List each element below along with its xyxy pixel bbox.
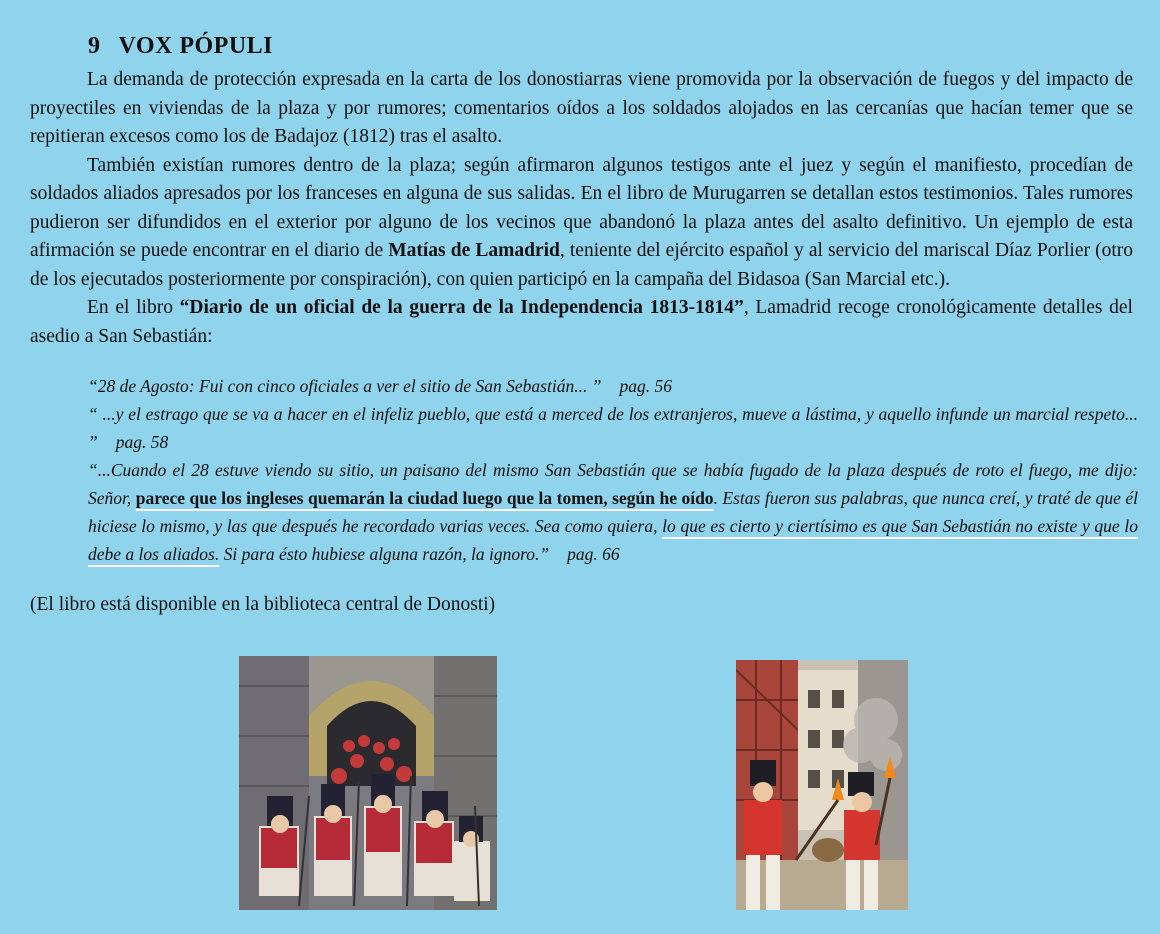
book-title: “Diario de un oficial de la guerra de la Independencia 1813-1814” bbox=[179, 297, 744, 318]
quote-2-page: pag. 58 bbox=[115, 432, 169, 452]
soldiers-gate-drawing bbox=[239, 656, 497, 910]
paragraph-3 bbox=[30, 294, 1133, 351]
soldiers-gate-illustration bbox=[239, 656, 497, 910]
soldiers-torches-drawing bbox=[736, 660, 908, 910]
quote-3 bbox=[88, 456, 1138, 568]
section-heading bbox=[88, 33, 273, 60]
paragraph-3-text-b: , Lamadrid recoge cronológicamente detalles del asedio a San Sebastián: bbox=[30, 297, 1133, 347]
paragraph-2-text-b: , teniente del ejército español y al servicio del mariscal Díaz Porlier (otro de los ejecutados posteriormente por conspiración), con quien participó en la campaña del Bidasoa (San Marcial etc.). bbox=[30, 240, 1134, 290]
paragraph-1: La demanda de protección expresada en la carta de los donostiarras viene promovida por la observación de fuegos y del impacto de proyectiles en viviendas de la plaza y por rumores; comentarios oídos a los soldados alojados en las cercanías que hacían temer que se repitieran excesos como los de Badajoz (1812) tras el asalto. bbox=[30, 69, 1133, 147]
quote-3-underlined: lo que es cierto y ciertísimo es que San Sebastián no existe y que lo debe a los aliados. bbox=[88, 516, 1139, 564]
quotes-block bbox=[88, 372, 1138, 568]
body-text bbox=[30, 66, 1133, 351]
paragraph-2-text-a: También existían rumores dentro de la plaza; según afirmaron algunos testigos ante el juez y según el manifiesto, procedían de soldados aliados apresados por los franceses en alguna de sus salidas. En el libro de Murugarren se detallan estos testimonios. Tales rumores pudieron ser difundidos en el exterior por alguno de los vecinos que abandonó la plaza antes del asalto definitivo. Un ejemplo de esta afirmación se puede encontrar en el diario de bbox=[30, 154, 1133, 261]
quote-3-text-a: “...Cuando el 28 estuve viendo su sitio, un paisano del mismo San Sebastián que se había fugado de la plaza después de roto el fuego, me dijo: Señor, bbox=[88, 460, 1138, 508]
quote-3-text-c: Si para ésto hubiese alguna razón, la ignoro.” bbox=[219, 544, 550, 564]
quote-1-page: pag. 56 bbox=[619, 376, 672, 396]
paragraph-3-text-a: En el libro bbox=[87, 297, 180, 318]
quote-1-text: “28 de Agosto: Fui con cinco oficiales a ver el sitio de San Sebastián... ” bbox=[88, 376, 602, 396]
quote-3-page: pag. 66 bbox=[567, 544, 620, 564]
library-note: (El libro está disponible en la biblioteca central de Donosti) bbox=[30, 594, 496, 615]
section-number: 9 bbox=[88, 33, 101, 59]
quote-2-text: “ ...y el estrago que se va a hacer en el infeliz pueblo, que está a merced de los extranjeros, mueve a lástima, y aquello infunde un marcial respeto... ” bbox=[88, 404, 1138, 452]
soldiers-torches-illustration bbox=[736, 660, 908, 910]
section-title: VOX PÓPULI bbox=[118, 33, 274, 59]
quote-3-text-b: . Estas fueron sus palabras, que nunca creí, y traté de que él hiciese lo mismo, y las que después he recordado varias veces. Sea como quiera, bbox=[88, 488, 1138, 536]
paragraph-2 bbox=[30, 152, 1133, 295]
quote-3-highlight: parece que los ingleses quemarán la ciudad luego que la tomen, según he oído bbox=[135, 488, 714, 508]
quote-1 bbox=[88, 372, 1138, 400]
quote-2 bbox=[88, 400, 1138, 456]
author-name: Matías de Lamadrid bbox=[388, 240, 560, 261]
